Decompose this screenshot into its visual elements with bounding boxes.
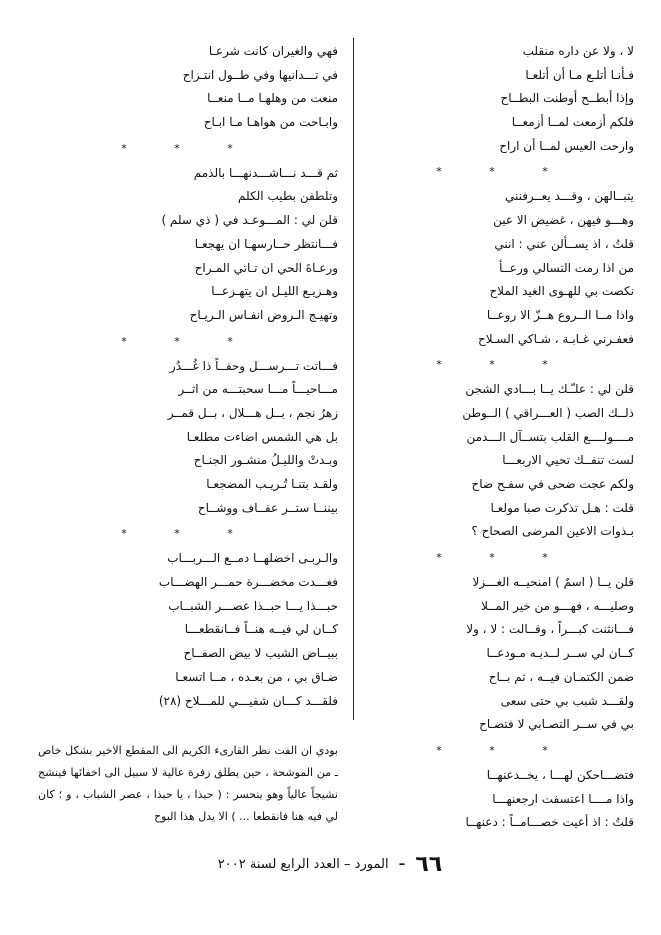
- verse-line: وصليـــه ، فهـــو من خير المــلا: [481, 598, 634, 613]
- verse-line: كــان لي ســر لــديـه مـودعــا: [486, 646, 634, 661]
- page-number: ٦٦: [415, 852, 443, 877]
- verse-line: نكصت بي للهـوى الغيد الملاح: [489, 284, 634, 299]
- verse-line: بـذوات الاعين المرضى الصحاح ؟: [471, 524, 634, 539]
- stanza-separator: * * *: [121, 334, 255, 348]
- verse-line: مـــاحيـــاً مـــا سحبتـــه من اثــر: [178, 382, 338, 397]
- stanza-separator: * * *: [436, 551, 570, 565]
- verse-line: قلتُ ، اذ يســألن عني : انني: [494, 236, 634, 251]
- verse-line: فهي والغيران كانت شرعـا: [208, 44, 338, 58]
- verse-line: بل هي الشمس اضاءت مطلعـا: [186, 429, 338, 444]
- right-poem-column: [372, 40, 634, 835]
- verse-line: بي في ســر التصـابي لا فتضـاح: [479, 717, 634, 732]
- verse-line: ولقـــد شبب بي حتى سعى: [500, 693, 634, 708]
- verse-line: وتهيـج الـروض انفـاس الـريـاح: [189, 307, 338, 322]
- stanza-separator: * * *: [121, 527, 255, 541]
- verse-line: فعفـرني غـابـة ، شـاكي السـلاح: [478, 331, 634, 346]
- verse-line: فلكم أزمعت لمــا أزمعــا: [511, 115, 634, 130]
- column-divider: [353, 38, 354, 720]
- verse-line: ضـاق بي ، من بعـده ، مــا اتسعـا: [175, 669, 338, 684]
- verse-line: قلن لي : علـّـك يــا بـــادي الشجن: [465, 382, 634, 397]
- verse-line: حبـــذا يـــا حبــذا عصـــر الشبــاب: [168, 598, 338, 613]
- verse-line: ولكم عجت ضحى في سفـح ضاح: [471, 477, 634, 491]
- verse-line: ورعـاةَ الحي ان تـاتي المـراح: [194, 260, 338, 275]
- footer-separator: –: [398, 857, 406, 872]
- verse-line: فـأنـا أتلـع مـا أن أتلعـا: [525, 67, 634, 82]
- verse-line: لا ، ولا عن داره منقلب: [522, 44, 634, 58]
- stanza-separator: * * *: [121, 141, 255, 155]
- verse-line: فغـــدت مخضـــرة حمـــر الهضـــاب: [158, 575, 338, 590]
- verse-line: مــــولــــع القلب بتســآل الـــدمن: [466, 429, 634, 444]
- verse-line: وبـدتْ والليـلُ منشـور الجنـاح: [193, 453, 338, 468]
- journal-issue: المورد – العدد الرابع لسنة ٢٠٠٢: [217, 857, 389, 872]
- verse-line: وإذا أبطــح أوطنت البطــاح: [500, 91, 634, 106]
- left-poem-column: [38, 40, 338, 713]
- verse-line: وتلطفن بطيب الكلم: [238, 189, 338, 204]
- verse-line: فلقـــد كـــان شفيـــي للمـــلاح (٢٨): [158, 693, 338, 708]
- verse-line: قلتُ : اذ أعيت خصـــامــاً : دعنهــا: [465, 815, 634, 830]
- verse-line: ولقـد بتنـا تُـريـب المضجعـا: [206, 477, 338, 491]
- verse-line: واذا مــــا اعتسفت ارجعنهـــا: [492, 791, 634, 806]
- verse-line: فـــاتت تـــرســـل وحفــاً ذا غُـــدُر: [169, 358, 338, 373]
- verse-line: زهرُ نجم ، بــل هـــلال ، بــل قمــر: [167, 405, 338, 420]
- stanza-separator: * * *: [436, 165, 570, 179]
- verse-line: قلن يــا ( اسمٌ ) امنحيــه الغـــزلا: [472, 575, 634, 590]
- verse-line: والـربـى اخضلهــا دمــع الـــربـــاب: [167, 551, 338, 566]
- verse-line: وهـــو فيهن ، غضيض الا عين: [493, 213, 634, 228]
- verse-line: قلت : هـل تذكرت صبا مولعـا: [490, 500, 634, 515]
- verse-line: فـــانثنت كبـــراً ، وقــالت : لا ، ولا: [466, 622, 634, 637]
- verse-line: وارحت العيس لمــا أن اراح: [499, 138, 634, 153]
- verse-line: ذلــك الصب ( العـــراقي ) الــوطن: [462, 405, 634, 420]
- verse-line: فتضـــاحكن لهـــا ، يخــدعنهــا: [486, 767, 634, 782]
- verse-line: ببيــاض الشيب لا بيض الصفــاح: [183, 646, 338, 661]
- verse-line: من اذا رمت التسالي ورعــأ: [499, 260, 634, 275]
- verse-line: بيننــا ستــر عفــاف ووشــاح: [197, 500, 338, 515]
- verse-line: واذا مــا الــروع هــزّ الا روعــا: [486, 307, 634, 322]
- verse-line: كــان لي فيــه هنــاً فــانقطعـــا: [184, 622, 338, 637]
- stanza-separator: * * *: [436, 358, 570, 372]
- verse-line: وهـزيـع الليـل ان يتهـزعــا: [211, 284, 338, 299]
- verse-line: في تـــدانيها وفي طــول انتـزاح: [182, 67, 338, 82]
- verse-line: قلن لي : المـــوعـد في ( ذي سلم ): [161, 213, 338, 228]
- verse-line: يتبــالهن ، وقـــد يعــرفنني: [504, 189, 634, 204]
- verse-line: ثم قـــد نـــاشـــدنهـــا بالذمم: [193, 165, 338, 180]
- stanza-separator: * * *: [436, 743, 570, 757]
- footnote-paragraph: بودي ان الفت نظر القارىء الكريم الى المقطع الاخير بشكل خاص ـ من الموشحة ، حين يطلق زفرة عالية لا سبيل الى اخفائها فينشج نشيجاً عالياً وهو يتحسر : ( حبذا ، يا حبذا ، عصر الشباب ، و ؛ كان لي فيه هنا فانقطعا ... ) الا يدل هذا البوح: [38, 744, 338, 823]
- verse-line: لست تنفــك تحيي الاربعـــا: [502, 453, 634, 468]
- verse-line: فـــانتظر حــارسهـا ان يهجعـا: [194, 236, 338, 251]
- verse-line: ضمن الكتمـان فيــه ، ثم بــاح: [488, 669, 634, 684]
- verse-line: وابـاحت من هواهـا مـا ابـاح: [203, 115, 338, 130]
- page-footer: [180, 852, 480, 877]
- verse-line: منعت من وهلهـا مــا منعــا: [207, 91, 338, 106]
